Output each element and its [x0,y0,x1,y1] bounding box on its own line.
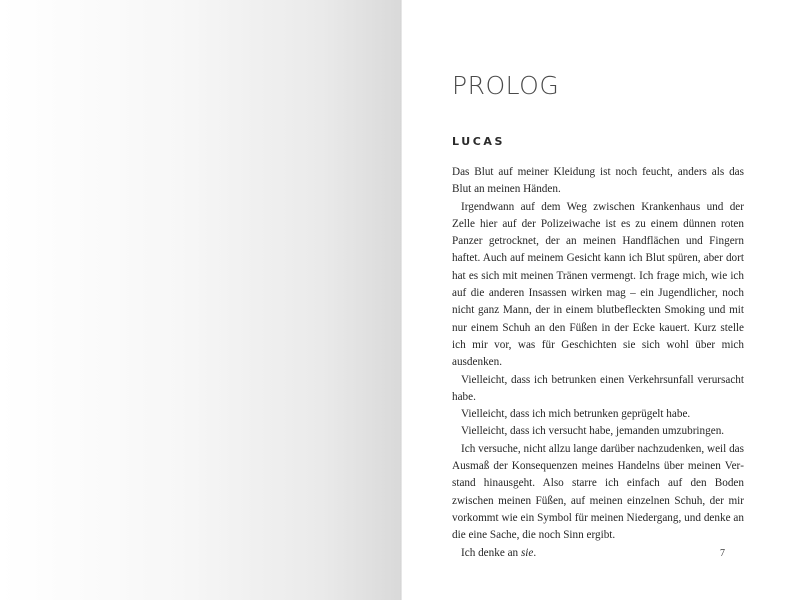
paragraph-text: Vielleicht, dass ich versucht habe, jemanden umzubringen. [461,425,725,438]
paragraph-text: Ich versuche, nicht allzu lange darüber nachzudenken, weil das Ausmaß der Konsequenzen meines Handelns über meinen Verstand hinausgeht. Also starre ich einfach auf den Boden zwischen meinen Füßen, auf meinen einzelnen Schuh, der mir vorkommt wie ein Symbol für meinen Niedergang, und denke an die eine Sache, die noch Sinn ergibt. [452,442,744,542]
paragraph-text: Ich denke an [461,546,521,559]
paragraph-text: Irgendwann auf dem Weg zwischen Krankenhaus und der Zelle hier auf der Polizeiwache ist es zu einem dünnen roten Panzer getrocknet, der an meinen Handflächen und Fingern haftet. Auch auf meinem Gesicht kann ich Blut spüren, aber dort hat es sich mit meinen Tränen vermengt. Ich frage mich, wie ich auf die anderen Insassen wirken mag – ein Jugendlicher, noch nicht ganz Mann, der in einem blutbefleckten Smoking und mit nur einem Schuh an den Füßen in der Ecke kauert. Kurz stelle ich mir vor, was für Geschichten sie sich wohl über mich ausdenken. [452,200,744,369]
paragraph-text: Vielleicht, dass ich betrunken einen Verkehrsunfall verursacht habe. [452,373,744,403]
paragraph-7 [452,545,744,562]
paragraph-emphasis: sie [520,546,534,559]
right-page [402,0,800,600]
paragraph-text: . [533,546,537,559]
paragraph-4 [452,406,744,423]
paragraph-2 [452,199,744,372]
paragraph-3 [452,372,744,407]
paragraph-5 [452,423,744,440]
page-number: 7 [720,548,725,559]
body-text [452,164,744,562]
section-title: LUCAS [452,135,506,148]
paragraph-6 [452,441,744,545]
chapter-title: PROLOG [452,71,560,100]
paragraph-text: Vielleicht, dass ich mich betrunken geprügelt habe. [461,408,691,421]
paragraph-1 [452,164,744,199]
paragraph-text: Das Blut auf meiner Kleidung ist noch feucht, anders als das Blut an meinen Händen. [452,166,744,196]
